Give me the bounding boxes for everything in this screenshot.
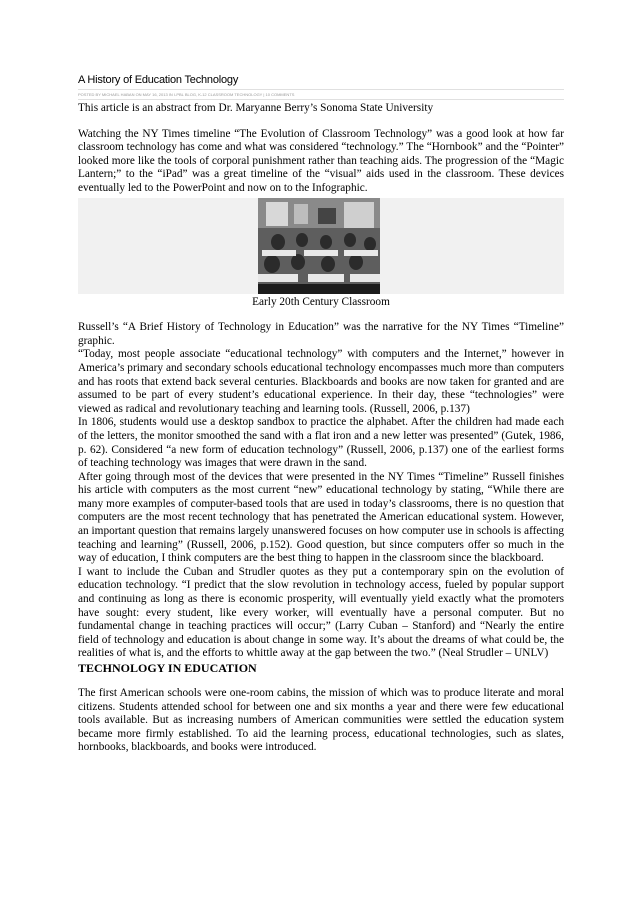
paragraph-1806: In 1806, students would use a desktop sandbox to practice the alphabet. After the children had made each of the letters, the monitor smoothed the sand with a flat iron and a new letter was presented” (Gutek, 1986, p. 62). Considered “a new form of education technology” (Russell, 2006, p.137) one of the earliest forms of teaching technology was images that were drawn in the sand. bbox=[78, 416, 564, 470]
figure-area bbox=[78, 198, 564, 294]
section-heading: TECHNOLOGY IN EDUCATION bbox=[78, 661, 257, 675]
paragraph-today: “Today, most people associate “educational technology” with computers and the Internet,” however in America’s primary and secondary schools educational technology encompasses much more than computers and has roots that extend back several centuries. Blackboards and books are now taken for granted and are assumed to be part of every student’s educational experience. In their day, these “technologies” were viewed as radical and revolutionary teaching and learning tools. (Russell, 2006, p.137) bbox=[78, 348, 564, 415]
paragraph-first-schools: The first American schools were one-room cabins, the mission of which was to produce literate and moral citizens. Students attended school for between one and six months a year and there were few educational tools available. But as increasing numbers of American communities were settled the education system became more firmly established. To aid the learning process, educational technologies, such as slates, hornbooks, blackboards, and books were introduced. bbox=[78, 687, 564, 754]
classroom-photo-image bbox=[258, 198, 380, 294]
paragraph-timeline: Watching the NY Times timeline “The Evolution of Classroom Technology” was a good look at how far classroom technology has come and what was considered “technology.” The “Hornbook” and the “Pointer” looked more like the tools of corporal punishment rather than teaching aids. The progression of the “Magic Lantern;” to the “iPad” was a great timeline of the “visual” aids used in the classroom. These devices eventually led to the PowerPoint and now on to the Infographic. bbox=[78, 127, 564, 194]
post-meta: POSTED BY MICHAEL HABAN ON MAY 16, 2013 IN I-PBL BLOG, K-12 CLASSROOM TECHNOLOGY | 10 COMMENTS bbox=[78, 89, 564, 100]
paragraph-computers: After going through most of the devices that were presented in the NY Times “Timeline” Russell finishes his article with computers as the most current “new” educational technology by stating, “While there are many more examples of computer-based tools that are used in today’s classrooms, there is no question that computers are the most recent technology that has penetrated the American educational system. However, an important question that remains largely unanswered focuses on how computer use in schools is affecting teaching and learning” (Russell, 2006, p.152). Good question, but since computers offer so much in the way of education, I think computers are the best thing to happen in the classroom since the blackboard. bbox=[78, 470, 564, 565]
classroom-photo bbox=[258, 198, 380, 294]
paragraph-russell: Russell’s “A Brief History of Technology in Education” was the narrative for the NY Times “Timeline” graphic. bbox=[78, 321, 564, 347]
paragraph-quotes: I want to include the Cuban and Strudler quotes as they put a contemporary spin on the evolution of education technology. “I predict that the slow revolution in technology access, fueled by popular support and continuing as long as there is economic prosperity, will eventually yield exactly what the promoters have sought: every student, like every worker, will eventually have a personal computer. But no fundamental change in teaching practices will occur;” (Larry Cuban – Stanford) and “Nearly the entire field of technology and education is about change in some way. It’s about the dreams of what could be, the realities of what is, and the efforts to whittle away at the gap between the two.” (Neal Strudler – UNLV) bbox=[78, 565, 564, 660]
intro-line: This article is an abstract from Dr. Maryanne Berry’s Sonoma State University bbox=[78, 102, 434, 114]
article-title: A History of Education Technology bbox=[78, 74, 239, 86]
figure-caption: Early 20th Century Classroom bbox=[252, 295, 390, 308]
article bbox=[78, 74, 564, 755]
